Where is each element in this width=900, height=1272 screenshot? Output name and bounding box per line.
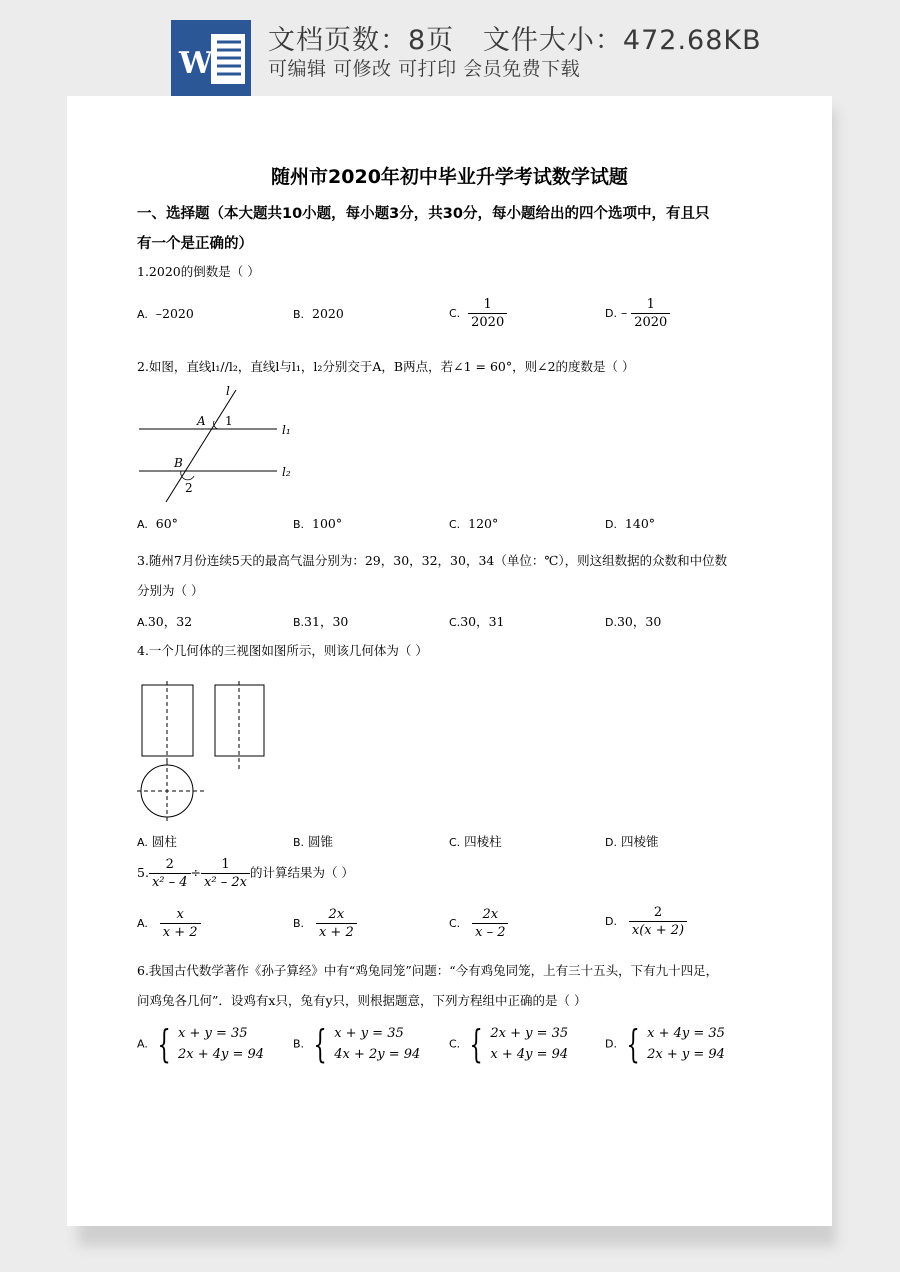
q4-option-a: A. 圆柱 xyxy=(137,834,177,849)
q4-three-view-figure xyxy=(137,681,277,821)
fig-label-l: l xyxy=(226,384,230,398)
q6-stem: 6.我国古代数学著作《孙子算经》中有“鸡兔同笼”问题：“今有鸡兔同笼，上有三十五头，下有九十四足， xyxy=(137,963,719,978)
q3-option-a: A.30，32 xyxy=(137,614,193,629)
q4-option-c: C. 四棱柱 xyxy=(449,834,502,849)
download-header xyxy=(0,0,900,96)
section-heading: 一、选择题（本大题共10小题，每小题3分，共30分，每小题给出的四个选项中，有且只 xyxy=(137,206,710,222)
fig-label-1: 1 xyxy=(225,414,233,428)
file-features: 可编辑 可修改 可打印 会员免费下载 xyxy=(268,58,581,80)
q6-option-a: A. { x + y = 35 2x + 4y = 94 xyxy=(137,1022,265,1066)
fig-label-A: A xyxy=(197,414,206,428)
q4-option-b: B. 圆锥 xyxy=(293,834,334,849)
q6-stem-cont: 问鸡兔各几何”．设鸡有x只，兔有y只，则根据题意，下列方程组中正确的是（ ） xyxy=(137,993,587,1008)
word-document-icon xyxy=(171,20,251,98)
svg-text:W: W xyxy=(179,46,213,81)
q2-option-c: C. 120° xyxy=(449,516,499,531)
q2-option-a: A. 60° xyxy=(137,516,178,531)
q1-stem: 1.2020的倒数是（ ） xyxy=(137,264,260,279)
q3-option-d: D.30，30 xyxy=(605,614,662,629)
q5-option-a: A. $\frac{x}{x + 2}$ xyxy=(137,906,201,941)
doc-title: 随州市2020年初中毕业升学考试数学试题 xyxy=(271,166,628,188)
q6-option-b: B. { x + y = 35 4x + 2y = 94 xyxy=(293,1022,421,1066)
fig-label-l2: l₂ xyxy=(282,465,291,479)
fig-label-B: B xyxy=(174,456,183,470)
q1-option-a: A. –2020 xyxy=(137,306,194,321)
q6-option-c: C. { 2x + y = 35 x + 4y = 94 xyxy=(449,1022,569,1066)
q5-option-c: C. $\frac{2x}{x - 2}$ xyxy=(449,906,508,941)
fig-label-2: 2 xyxy=(185,481,193,495)
q5-option-d: D. $\frac{2}{x(x + 2)}$ xyxy=(605,904,687,939)
q3-stem: 3.随州7月份连续5天的最高气温分别为：29，30，32，30，34（单位：℃），则这组数据的众数和中位数 xyxy=(137,553,728,568)
q5-option-b: B. $\frac{2x}{x + 2}$ xyxy=(293,906,357,941)
fig-label-l1: l₁ xyxy=(282,423,291,437)
q3-option-c: C.30，31 xyxy=(449,614,505,629)
q3-option-b: B.31，30 xyxy=(293,614,349,629)
q2-option-b: B. 100° xyxy=(293,516,343,531)
q2-parallel-lines-figure xyxy=(137,384,307,508)
q4-option-d: D. 四棱锥 xyxy=(605,834,659,849)
q3-stem-cont: 分别为（ ） xyxy=(137,583,204,598)
q2-stem: 2.如图，直线l₁//l₂，直线l与l₁，l₂分别交于A，B两点，若∠1 = 60°，则∠2的度数是（ ） xyxy=(137,359,635,374)
document-page xyxy=(67,96,832,1226)
q1-option-c: C. $\frac{1}{2020}$ xyxy=(449,296,507,331)
q1-option-d: D. – $\frac{1}{2020}$ xyxy=(605,296,670,331)
q6-option-d: D. { x + 4y = 35 2x + y = 94 xyxy=(605,1022,725,1066)
q5-stem: 5. $\frac{2}{\text{x² – 4}}$ ÷ $\frac{1}{\text{x² – 2x}}$ 的计算结果为（ ） xyxy=(137,857,354,890)
q4-stem: 4.一个几何体的三视图如图所示，则该几何体为（ ） xyxy=(137,643,428,658)
section-heading-cont: 有一个是正确的） xyxy=(137,236,253,252)
file-info: 文档页数：8页 文件大小：472.68KB xyxy=(268,25,762,56)
q2-option-d: D. 140° xyxy=(605,516,656,531)
q1-option-b: B. 2020 xyxy=(293,306,344,321)
